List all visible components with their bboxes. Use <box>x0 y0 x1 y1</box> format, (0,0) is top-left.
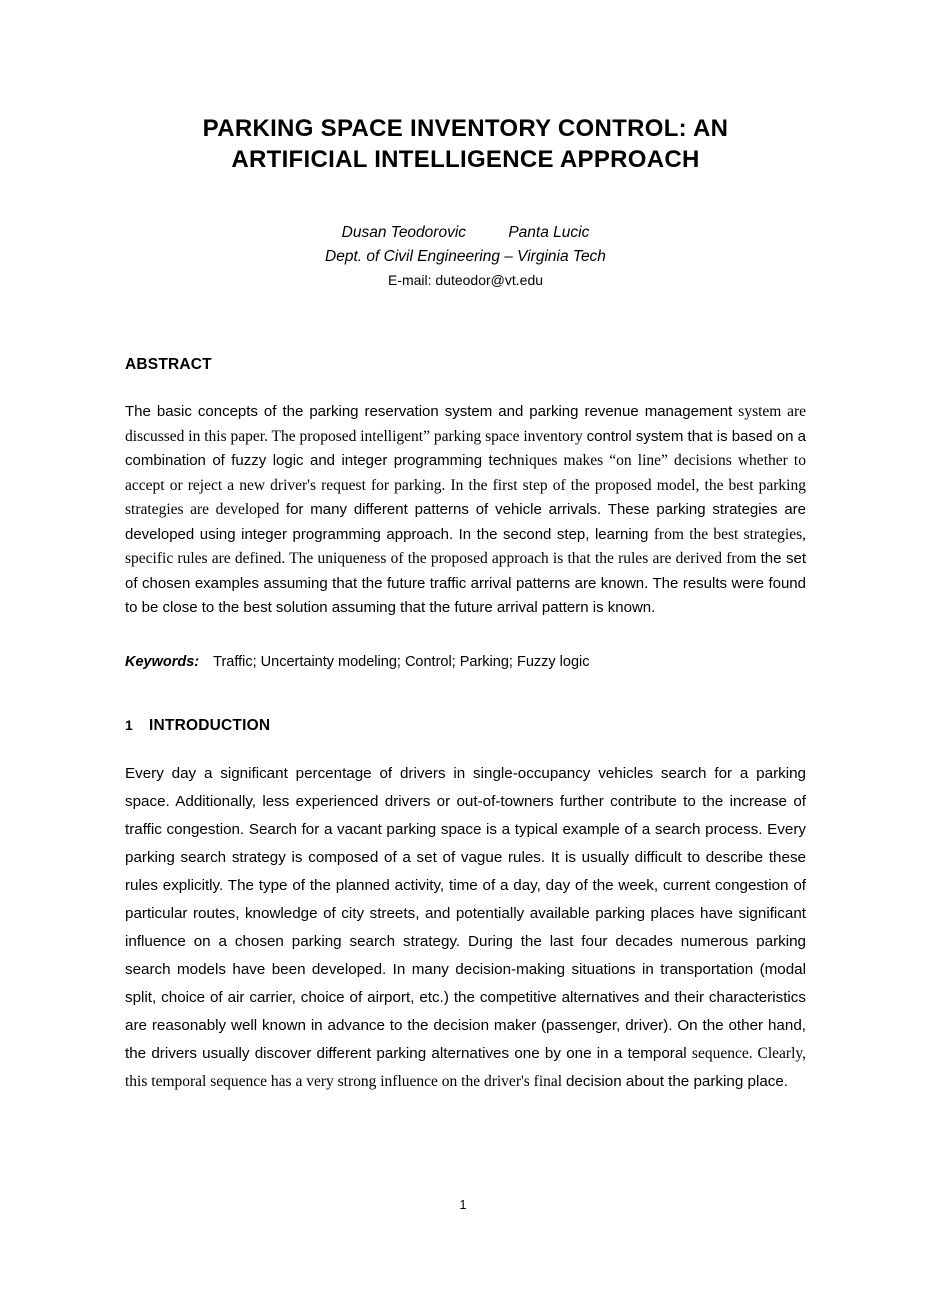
text-segment: control system that is based on a combination of fuzzy logic and integer programming tech <box>125 427 806 469</box>
abstract-heading: ABSTRACT <box>125 356 212 373</box>
introduction-paragraph <box>125 760 806 1096</box>
authors-line <box>125 221 806 245</box>
abstract-paragraph <box>125 400 806 621</box>
author-name-2: Panta Lucic <box>508 224 590 241</box>
text-segment: decision about the parking place. <box>565 1072 789 1090</box>
page-number: 1 <box>459 1198 467 1212</box>
text-segment: niques makes “on line” decisions whether to accept or reject a new driver's request for parking. In the first step of the proposed model, the best parking strategies are developed <box>125 452 806 518</box>
paper-title-line2: ARTIFICIAL INTELLIGENCE APPROACH <box>231 146 700 173</box>
page-content <box>125 0 806 1111</box>
paper-title <box>125 113 806 175</box>
affiliation: Dept. of Civil Engineering – Virginia Tech <box>325 248 606 265</box>
paper-title-line1: PARKING SPACE INVENTORY CONTROL: AN <box>202 115 729 142</box>
text-segment: for many different patterns of vehicle arrivals. These parking strategies are developed using integer programming approach. In the second step, learning <box>125 501 806 543</box>
keywords-line <box>125 651 806 673</box>
text-segment: The basic concepts of the parking reservation system and parking revenue management <box>125 403 739 420</box>
text-segment: system are discussed in this paper. The proposed intelligent” parking space inventory <box>125 403 806 445</box>
keywords-label: Keywords: <box>125 653 200 670</box>
section-title: INTRODUCTION <box>149 716 271 734</box>
text-segment: Every day a significant percentage of drivers in single-occupancy vehicles search for a parking space. Additionally, less experienced drivers or out-of-towners further contribute to the increase of traffic congestion. Search for a vacant parking space is a typical example of a search process. Every parking search strategy is composed of a set of vague rules. It is usually difficult to describe these rules explicitly. The type of the planned activity, time of a day, day of the week, current congestion of particular routes, knowledge of city streets, and potentially available parking places have significant influence on a chosen parking search strategy. During the last four decades numerous parking search models have been developed. In many decision-making situations in transportation (modal split, choice of air carrier, choice of airport, etc.) the competitive alternatives and their characteristics are reasonably well known in advance to the decision maker (passenger, driver). On the other hand, the drivers usually discover different parking alternatives one by one in a temporal <box>125 764 806 1062</box>
text-segment: from the best strategies, specific rules are defined. The uniqueness of the proposed approach is that the rules are derived from <box>125 525 806 567</box>
email-line: E-mail: duteodor@vt.edu <box>387 272 544 288</box>
text-segment: sequence. Clearly, this temporal sequence has a very strong influence on the driver's final <box>125 1044 806 1090</box>
section-heading-introduction <box>125 717 806 735</box>
keywords-text: Traffic; Uncertainty modeling; Control; Parking; Fuzzy logic <box>213 653 590 670</box>
author-name-1: Dusan Teodorovic <box>341 224 467 241</box>
section-number: 1 <box>125 716 133 733</box>
text-segment: the set of chosen examples assuming that the future traffic arrival patterns are known. The results were found to be close to the best solution assuming that the future arrival pattern is known. <box>125 550 806 616</box>
